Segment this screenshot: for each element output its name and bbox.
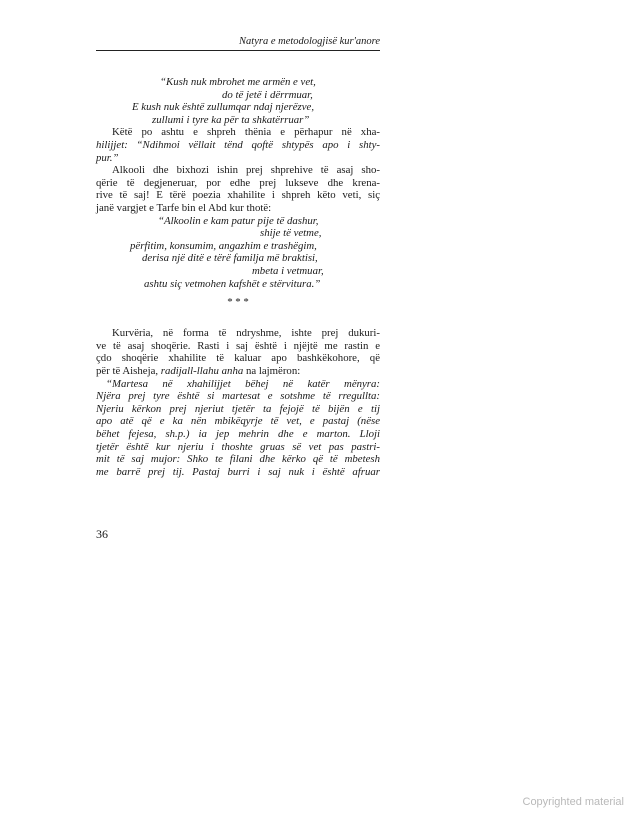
text-line: Kurvëria, në forma të ndryshme, ishte prej dukuri-	[112, 327, 380, 340]
text-run: për të Aisheja,	[96, 365, 161, 378]
text-line: apo atë që e ka nën mbikëqyrje të vet, e pastaj (nëse	[96, 415, 380, 428]
text-line: përfitim, konsumim, angazhim e trashëgim,	[130, 239, 317, 252]
body-text	[96, 76, 380, 478]
text-line: mit të saj mujor: Shko te filani dhe kërko që të mbetesh	[96, 453, 380, 466]
header-rule	[96, 50, 380, 51]
text-line: “Alkoolin e kam patur pije të dashur,	[158, 214, 319, 227]
text-line: Këtë po ashtu e shpreh thënia e përhapur në xha-	[112, 126, 380, 139]
text-line: “Kush nuk mbrohet me armën e vet,	[160, 76, 316, 88]
text-line	[96, 365, 380, 378]
text-line: Njeriu kërkon prej njeriut tjetër ta fejojë të bijën e tij	[96, 402, 380, 415]
text-line: “Martesa në xhahilijjet bëhej në katër mënyra:	[106, 377, 380, 390]
text-line: Njëra prej tyre është si martesat e sotshme të rregullta:	[96, 390, 380, 403]
text-line: me barrë prej tij. Pastaj burri i saj nuk i është afruar	[96, 465, 380, 478]
text-line: rive të saj! E tërë poezia xhahilite i shpreh këto veti, siç	[96, 189, 380, 202]
text-run: na lajmëron:	[243, 365, 301, 378]
text-line: tjetër është kur njeriu i thoshte gruas së vet pas pastri-	[96, 440, 380, 453]
text-line: mbeta i vetmuar,	[252, 264, 324, 277]
copyright-watermark: Copyrighted material	[522, 796, 624, 808]
text-line: qërie të degjeneruar, por edhe prej lukseve dhe krena-	[96, 176, 380, 189]
text-line: do të jetë i dërrmuar,	[222, 88, 313, 101]
text-run-italic: radijall-llahu anha	[160, 365, 244, 378]
text-line: zullumi i tyre ka për ta shkatërruar”	[152, 113, 310, 126]
text-line: çdo shoqërie xhahilite të kaluar apo bashkëkohore, që	[96, 352, 380, 365]
text-line: Alkooli dhe bixhozi ishin prej shprehive të asaj sho-	[112, 164, 380, 177]
text-line: derisa një ditë e tërë familja më braktisi,	[142, 252, 318, 265]
text-line: janë vargjet e Tarfe bin el Abd kur thotë:	[96, 201, 272, 214]
text-line: hilijjet: “Ndihmoi vëllait tënd qoftë shtypës apo i shty-	[96, 138, 380, 151]
text-line: ve të asaj shoqërie. Rasti i saj është i njëjtë me rastin e	[96, 339, 380, 352]
text-line: bëhet fejesa, sh.p.) ia jep mehrin dhe e marton. Lloji	[96, 428, 380, 441]
spacer	[96, 309, 380, 322]
text-line: * * *	[227, 296, 249, 309]
page-number: 36	[96, 527, 108, 541]
text-line: pur.”	[96, 151, 119, 164]
text-line: shije të vetme,	[260, 227, 322, 240]
text-line: E kush nuk është zullumqar ndaj njerëzve,	[132, 101, 315, 114]
running-header: Natyra e metodologjisë kur'anore	[239, 36, 380, 47]
text-line: ashtu siç vetmohen kafshët e stërvitura.”	[144, 277, 321, 290]
